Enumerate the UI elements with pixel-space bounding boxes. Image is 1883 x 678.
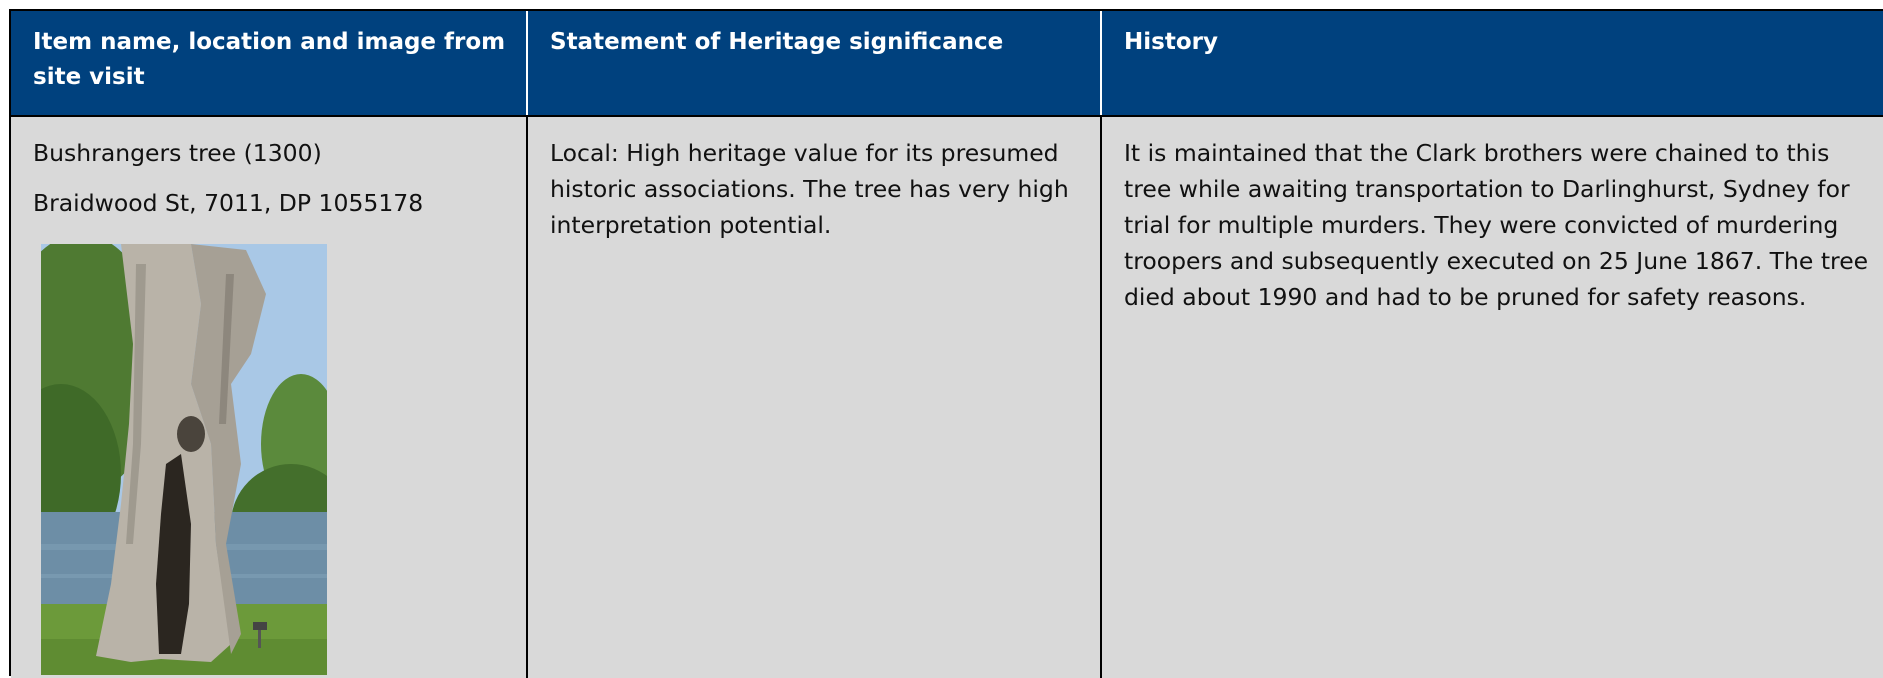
tree-photo <box>41 244 327 675</box>
heritage-table <box>9 9 1883 676</box>
history-cell: It is maintained that the Clark brothers were chained to this tree while awaiting transportation to Darlinghurst, Sydney for trial for multiple murders. They were convicted of murdering troopers and subsequently executed on 25 June 1867. The tree died about 1990 and had to be pruned for safety reasons. <box>1124 139 1869 311</box>
table-row <box>11 117 1883 678</box>
header-divider <box>1100 11 1102 115</box>
header-item-name: Item name, location and image from site visit <box>33 29 506 90</box>
header-significance: Statement of Heritage significance <box>550 29 1004 55</box>
body-divider <box>1100 117 1102 678</box>
table-header-row <box>11 11 1883 117</box>
header-divider <box>526 11 528 115</box>
item-name: Bushrangers tree (1300) <box>33 139 322 167</box>
body-divider <box>526 117 528 678</box>
significance-cell: Local: High heritage value for its presumed historic associations. The tree has very high interpretation potential. <box>550 139 1069 239</box>
tree-photo-image <box>41 244 327 675</box>
header-history: History <box>1124 29 1218 55</box>
item-cell <box>33 135 513 235</box>
item-location: Braidwood St, 7011, DP 1055178 <box>33 189 424 217</box>
